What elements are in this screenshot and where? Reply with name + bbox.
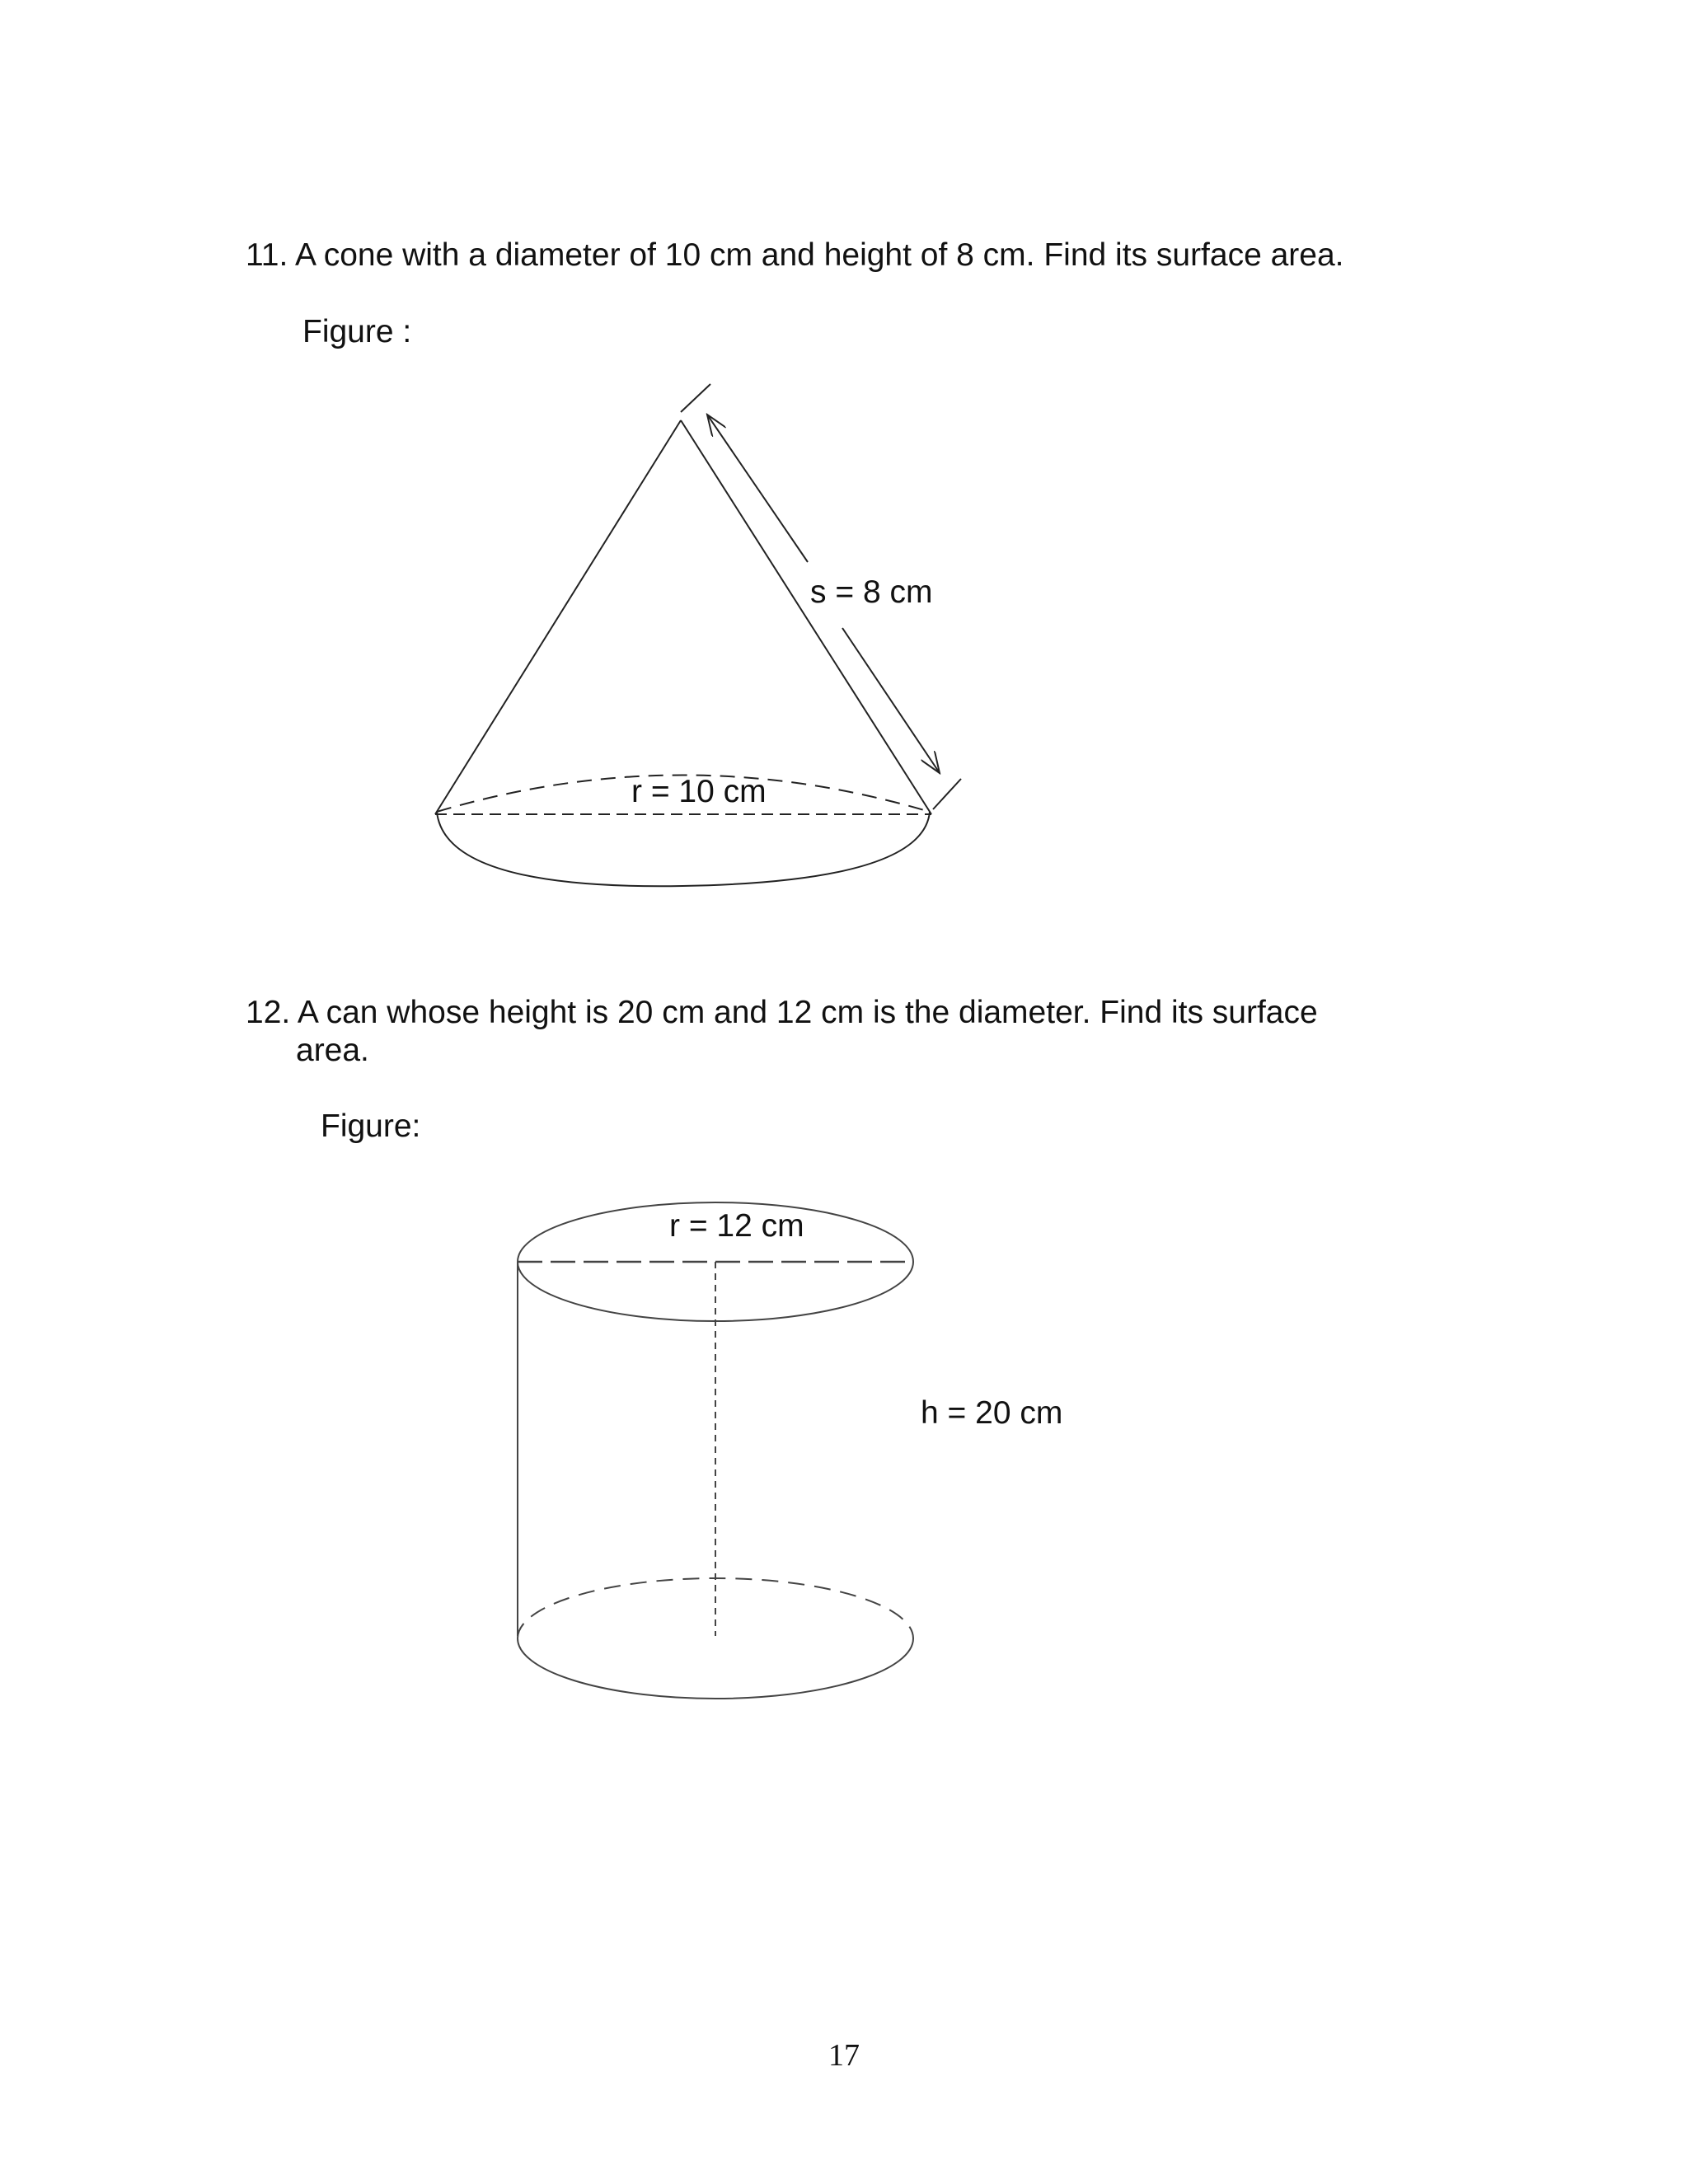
cylinder-height-label: h = 20 cm — [921, 1395, 1063, 1431]
page-number: 17 — [828, 2038, 860, 2073]
question-11-figure-label: Figure : — [302, 314, 412, 349]
cylinder-bottom-front — [518, 1638, 913, 1699]
question-11-text: 11. A cone with a diameter of 10 cm and height of 8 cm. Find its surface area. — [246, 237, 1344, 273]
question-12-text-line2: area. — [296, 1033, 369, 1068]
cylinder-drawing — [518, 1202, 913, 1699]
question-12-figure-label: Figure: — [321, 1108, 421, 1144]
cylinder-radius-label: r = 12 cm — [669, 1208, 804, 1244]
question-12-text-line1: 12. A can whose height is 20 cm and 12 cm is the diameter. Find its surface — [246, 995, 1318, 1030]
cone-slant-label: s = 8 cm — [810, 574, 933, 610]
cone-radius-label: r = 10 cm — [631, 774, 767, 809]
